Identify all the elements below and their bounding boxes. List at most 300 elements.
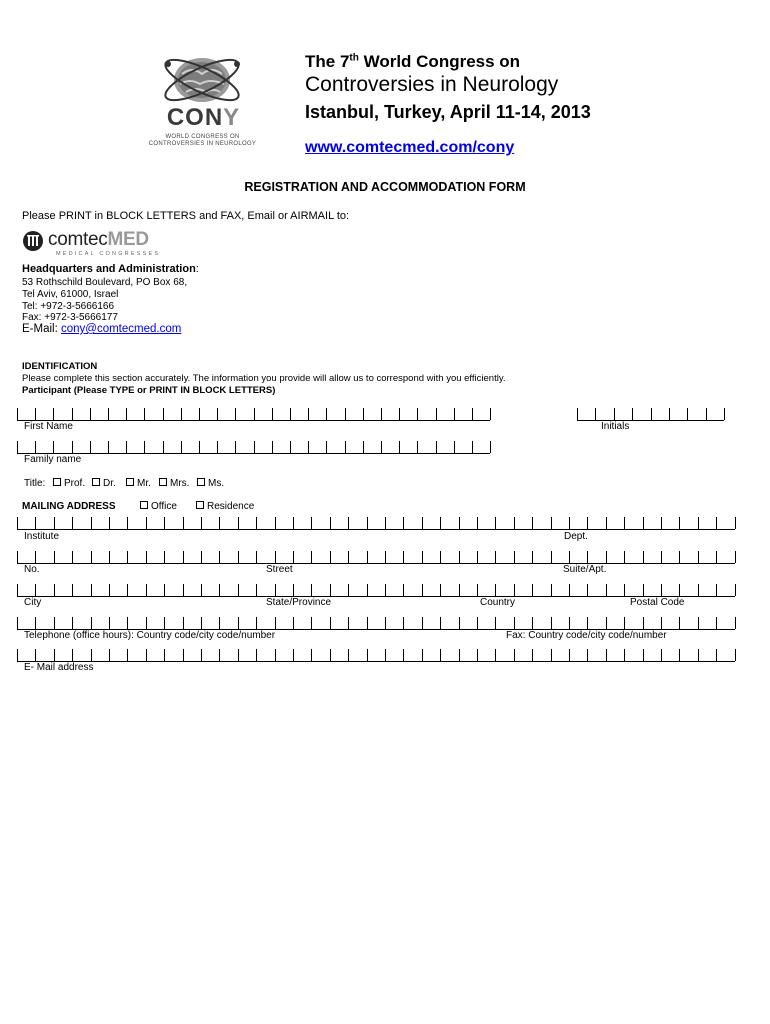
box-divider	[551, 517, 552, 529]
box-divider	[606, 517, 607, 529]
box-divider	[256, 617, 257, 629]
box-divider	[716, 517, 717, 529]
box-divider	[514, 517, 515, 529]
box-divider	[144, 408, 145, 420]
box-divider	[217, 408, 218, 420]
box-divider	[108, 408, 109, 420]
hq-heading: Headquarters and Administration:	[22, 263, 199, 275]
box-divider	[219, 617, 220, 629]
box-divider	[254, 408, 255, 420]
box-divider	[345, 408, 346, 420]
box-divider	[127, 617, 128, 629]
box-divider	[183, 517, 184, 529]
box-divider	[440, 649, 441, 661]
box-divider	[624, 584, 625, 596]
box-divider	[514, 584, 515, 596]
box-divider	[440, 551, 441, 563]
box-divider	[293, 584, 294, 596]
box-divider	[459, 617, 460, 629]
box-divider	[661, 551, 662, 563]
no-label: No.	[24, 564, 40, 575]
box-divider	[587, 649, 588, 661]
box-divider	[367, 551, 368, 563]
box-divider	[367, 517, 368, 529]
box-divider	[735, 584, 736, 596]
box-divider	[201, 649, 202, 661]
box-divider	[514, 551, 515, 563]
box-divider	[293, 551, 294, 563]
family-name-field[interactable]	[17, 441, 490, 454]
box-divider	[679, 649, 680, 661]
box-divider	[219, 649, 220, 661]
box-divider	[72, 551, 73, 563]
identification-text: Please complete this section accurately. The information you provide will allow us to correspond with you efficiently.	[22, 373, 506, 384]
box-divider	[643, 617, 644, 629]
box-divider	[326, 441, 327, 453]
box-divider	[606, 551, 607, 563]
box-divider	[146, 617, 147, 629]
box-divider	[724, 408, 725, 420]
box-divider	[330, 649, 331, 661]
box-divider	[127, 551, 128, 563]
box-divider	[146, 551, 147, 563]
box-divider	[163, 408, 164, 420]
family-name-label: Family name	[24, 454, 82, 465]
box-divider	[17, 441, 18, 453]
box-divider	[54, 649, 55, 661]
box-divider	[459, 649, 460, 661]
hq-address-line2: Tel Aviv, 61000, Israel	[22, 289, 119, 300]
box-divider	[495, 617, 496, 629]
box-divider	[72, 649, 73, 661]
box-divider	[367, 649, 368, 661]
box-divider	[54, 584, 55, 596]
box-divider	[698, 517, 699, 529]
box-divider	[532, 617, 533, 629]
box-divider	[495, 551, 496, 563]
initials-label: Initials	[601, 421, 630, 432]
box-divider	[256, 517, 257, 529]
box-divider	[679, 617, 680, 629]
box-divider	[256, 649, 257, 661]
box-divider	[35, 441, 36, 453]
box-divider	[363, 408, 364, 420]
box-divider	[183, 584, 184, 596]
box-divider	[532, 584, 533, 596]
box-divider	[385, 649, 386, 661]
box-divider	[256, 584, 257, 596]
congress-location: Istanbul, Turkey, April 11-14, 2013	[305, 102, 591, 122]
box-divider	[272, 441, 273, 453]
box-divider	[514, 617, 515, 629]
box-divider	[256, 551, 257, 563]
box-divider	[330, 517, 331, 529]
box-divider	[422, 517, 423, 529]
box-divider	[422, 584, 423, 596]
box-divider	[606, 649, 607, 661]
box-divider	[127, 517, 128, 529]
box-divider	[127, 649, 128, 661]
box-divider	[254, 441, 255, 453]
box-divider	[577, 408, 578, 420]
box-divider	[624, 551, 625, 563]
hq-email-link[interactable]: cony@comtecmed.com	[60, 323, 182, 335]
email-field[interactable]	[17, 649, 735, 662]
box-divider	[422, 649, 423, 661]
box-divider	[311, 617, 312, 629]
box-divider	[569, 551, 570, 563]
box-divider	[35, 584, 36, 596]
box-divider	[91, 617, 92, 629]
box-divider	[35, 517, 36, 529]
box-divider	[459, 517, 460, 529]
box-divider	[399, 441, 400, 453]
box-divider	[17, 551, 18, 563]
box-divider	[399, 408, 400, 420]
box-divider	[54, 517, 55, 529]
box-divider	[72, 584, 73, 596]
box-divider	[311, 517, 312, 529]
box-divider	[164, 617, 165, 629]
title-option-dr[interactable]: Dr.	[92, 478, 116, 489]
box-divider	[91, 649, 92, 661]
box-divider	[661, 584, 662, 596]
box-divider	[381, 408, 382, 420]
box-divider	[440, 584, 441, 596]
mailing-option-office[interactable]: Office	[140, 501, 177, 512]
box-divider	[275, 551, 276, 563]
box-divider	[477, 617, 478, 629]
congress-title: The 7th World Congress on	[305, 52, 521, 71]
checkbox-icon	[53, 478, 61, 486]
box-divider	[698, 551, 699, 563]
box-divider	[201, 584, 202, 596]
box-divider	[183, 649, 184, 661]
box-divider	[72, 408, 73, 420]
checkbox-icon	[196, 501, 204, 509]
telephone-field[interactable]	[17, 617, 735, 630]
checkbox-icon	[197, 478, 205, 486]
box-divider	[219, 517, 220, 529]
box-divider	[587, 517, 588, 529]
box-divider	[385, 617, 386, 629]
box-divider	[440, 617, 441, 629]
postal-code-label: Postal Code	[630, 597, 685, 608]
box-divider	[495, 584, 496, 596]
box-divider	[308, 441, 309, 453]
initials-field[interactable]	[577, 408, 724, 421]
street-label: Street	[266, 564, 293, 575]
box-divider	[403, 649, 404, 661]
box-divider	[293, 517, 294, 529]
box-divider	[440, 517, 441, 529]
box-divider	[311, 584, 312, 596]
box-divider	[651, 408, 652, 420]
box-divider	[624, 517, 625, 529]
mailing-address-label: MAILING ADDRESS	[22, 501, 116, 512]
box-divider	[109, 617, 110, 629]
box-divider	[687, 408, 688, 420]
box-divider	[164, 584, 165, 596]
box-divider	[495, 517, 496, 529]
box-divider	[698, 584, 699, 596]
mailing-option-residence[interactable]: Residence	[196, 501, 254, 512]
checkbox-icon	[92, 478, 100, 486]
box-divider	[385, 517, 386, 529]
box-divider	[643, 551, 644, 563]
box-divider	[669, 408, 670, 420]
box-divider	[108, 441, 109, 453]
box-divider	[53, 408, 54, 420]
box-divider	[109, 584, 110, 596]
box-divider	[643, 649, 644, 661]
box-divider	[422, 617, 423, 629]
cony-subtitle: WORLD CONGRESS ON CONTROVERSIES IN NEUROLOGY	[148, 134, 257, 147]
box-divider	[238, 649, 239, 661]
city-field[interactable]	[17, 584, 735, 597]
hq-tel: Tel: +972-3-5666166	[22, 301, 115, 312]
fax-label: Fax: Country code/city code/number	[506, 630, 667, 641]
box-divider	[643, 517, 644, 529]
box-divider	[367, 617, 368, 629]
box-divider	[587, 617, 588, 629]
box-divider	[272, 408, 273, 420]
box-divider	[661, 649, 662, 661]
box-divider	[91, 551, 92, 563]
box-divider	[146, 649, 147, 661]
box-divider	[109, 517, 110, 529]
cony-wordmark: CONY	[166, 104, 241, 131]
box-divider	[643, 584, 644, 596]
box-divider	[72, 617, 73, 629]
box-divider	[238, 517, 239, 529]
box-divider	[126, 408, 127, 420]
box-divider	[308, 408, 309, 420]
box-divider	[238, 584, 239, 596]
box-divider	[126, 441, 127, 453]
box-divider	[403, 551, 404, 563]
box-divider	[454, 408, 455, 420]
box-divider	[90, 408, 91, 420]
state-label: State/Province	[266, 597, 332, 608]
box-divider	[199, 408, 200, 420]
box-divider	[109, 551, 110, 563]
box-divider	[348, 617, 349, 629]
box-divider	[201, 617, 202, 629]
institute-label: Institute	[24, 531, 60, 542]
box-divider	[477, 551, 478, 563]
box-divider	[146, 517, 147, 529]
box-divider	[472, 441, 473, 453]
box-divider	[35, 649, 36, 661]
box-divider	[735, 649, 736, 661]
box-divider	[144, 441, 145, 453]
email-label: E- Mail address	[24, 662, 94, 673]
box-divider	[514, 649, 515, 661]
box-divider	[293, 617, 294, 629]
box-divider	[706, 408, 707, 420]
box-divider	[551, 617, 552, 629]
hq-fax: Fax: +972-3-5666177	[22, 312, 118, 323]
box-divider	[311, 649, 312, 661]
box-divider	[735, 517, 736, 529]
box-divider	[569, 517, 570, 529]
first-name-label: First Name	[24, 421, 73, 432]
box-divider	[109, 649, 110, 661]
box-divider	[146, 584, 147, 596]
box-divider	[403, 517, 404, 529]
box-divider	[348, 551, 349, 563]
box-divider	[569, 584, 570, 596]
box-divider	[35, 408, 36, 420]
box-divider	[311, 551, 312, 563]
box-divider	[624, 649, 625, 661]
box-divider	[127, 584, 128, 596]
comtecmed-logo	[22, 228, 162, 260]
box-divider	[35, 551, 36, 563]
street-field[interactable]	[17, 551, 735, 564]
box-divider	[735, 551, 736, 563]
box-divider	[385, 584, 386, 596]
box-divider	[91, 517, 92, 529]
box-divider	[90, 441, 91, 453]
title-option-prof[interactable]: Prof.	[53, 478, 85, 489]
box-divider	[72, 517, 73, 529]
box-divider	[163, 441, 164, 453]
box-divider	[716, 551, 717, 563]
box-divider	[661, 617, 662, 629]
box-divider	[490, 408, 491, 420]
box-divider	[367, 584, 368, 596]
box-divider	[569, 649, 570, 661]
box-divider	[698, 649, 699, 661]
box-divider	[164, 649, 165, 661]
box-divider	[17, 408, 18, 420]
box-divider	[716, 617, 717, 629]
box-divider	[595, 408, 596, 420]
box-divider	[348, 584, 349, 596]
box-divider	[587, 584, 588, 596]
title-label: Title:	[24, 478, 46, 489]
box-divider	[587, 551, 588, 563]
brain-atom-icon	[160, 52, 245, 106]
box-divider	[199, 441, 200, 453]
box-divider	[235, 408, 236, 420]
checkbox-icon	[140, 501, 148, 509]
box-divider	[217, 441, 218, 453]
box-divider	[326, 408, 327, 420]
box-divider	[477, 649, 478, 661]
box-divider	[436, 408, 437, 420]
box-divider	[632, 408, 633, 420]
box-divider	[54, 551, 55, 563]
box-divider	[606, 584, 607, 596]
box-divider	[293, 649, 294, 661]
box-divider	[381, 441, 382, 453]
box-divider	[17, 584, 18, 596]
website-link[interactable]: www.comtecmed.com/cony	[305, 139, 515, 156]
suite-label: Suite/Apt.	[563, 564, 607, 575]
title-option-mr[interactable]: Mr.	[126, 478, 151, 489]
box-divider	[477, 517, 478, 529]
box-divider	[436, 441, 437, 453]
box-divider	[459, 551, 460, 563]
box-divider	[477, 584, 478, 596]
box-divider	[472, 408, 473, 420]
box-divider	[532, 517, 533, 529]
box-divider	[275, 649, 276, 661]
checkbox-icon	[159, 478, 167, 486]
box-divider	[201, 551, 202, 563]
box-divider	[363, 441, 364, 453]
box-divider	[735, 617, 736, 629]
box-divider	[275, 517, 276, 529]
box-divider	[348, 649, 349, 661]
city-label: City	[24, 597, 42, 608]
form-title: REGISTRATION AND ACCOMMODATION FORM	[244, 180, 526, 194]
box-divider	[235, 441, 236, 453]
box-divider	[454, 441, 455, 453]
box-divider	[551, 584, 552, 596]
box-divider	[17, 617, 18, 629]
box-divider	[275, 617, 276, 629]
box-divider	[614, 408, 615, 420]
box-divider	[183, 617, 184, 629]
box-divider	[661, 517, 662, 529]
box-divider	[624, 617, 625, 629]
box-divider	[716, 649, 717, 661]
box-divider	[238, 551, 239, 563]
identification-heading: IDENTIFICATION	[22, 361, 98, 372]
box-divider	[679, 551, 680, 563]
box-divider	[679, 584, 680, 596]
box-divider	[164, 517, 165, 529]
box-divider	[219, 551, 220, 563]
box-divider	[275, 584, 276, 596]
box-divider	[17, 649, 18, 661]
box-divider	[290, 408, 291, 420]
comtecmed-wordmark: comtecMED	[48, 229, 149, 250]
hq-address-line1: 53 Rothschild Boulevard, PO Box 68,	[22, 277, 188, 288]
box-divider	[54, 617, 55, 629]
participant-instruction: Participant (Please TYPE or PRINT IN BLOCK LETTERS)	[22, 385, 276, 396]
box-divider	[330, 551, 331, 563]
title-option-mrs[interactable]: Mrs.	[159, 478, 189, 489]
box-divider	[290, 441, 291, 453]
box-divider	[53, 441, 54, 453]
box-divider	[330, 584, 331, 596]
box-divider	[459, 584, 460, 596]
box-divider	[698, 617, 699, 629]
box-divider	[495, 649, 496, 661]
box-divider	[679, 517, 680, 529]
box-divider	[330, 617, 331, 629]
box-divider	[551, 649, 552, 661]
box-divider	[345, 441, 346, 453]
box-divider	[532, 649, 533, 661]
box-divider	[17, 517, 18, 529]
first-name-field[interactable]	[17, 408, 490, 421]
box-divider	[385, 551, 386, 563]
box-divider	[183, 551, 184, 563]
box-divider	[490, 441, 491, 453]
checkbox-icon	[126, 478, 134, 486]
title-option-ms[interactable]: Ms.	[197, 478, 224, 489]
congress-subtitle: Controversies in Neurology	[305, 73, 559, 96]
box-divider	[201, 517, 202, 529]
institute-field[interactable]	[17, 517, 735, 530]
hq-email: E-Mail: cony@comtecmed.com	[22, 323, 182, 335]
